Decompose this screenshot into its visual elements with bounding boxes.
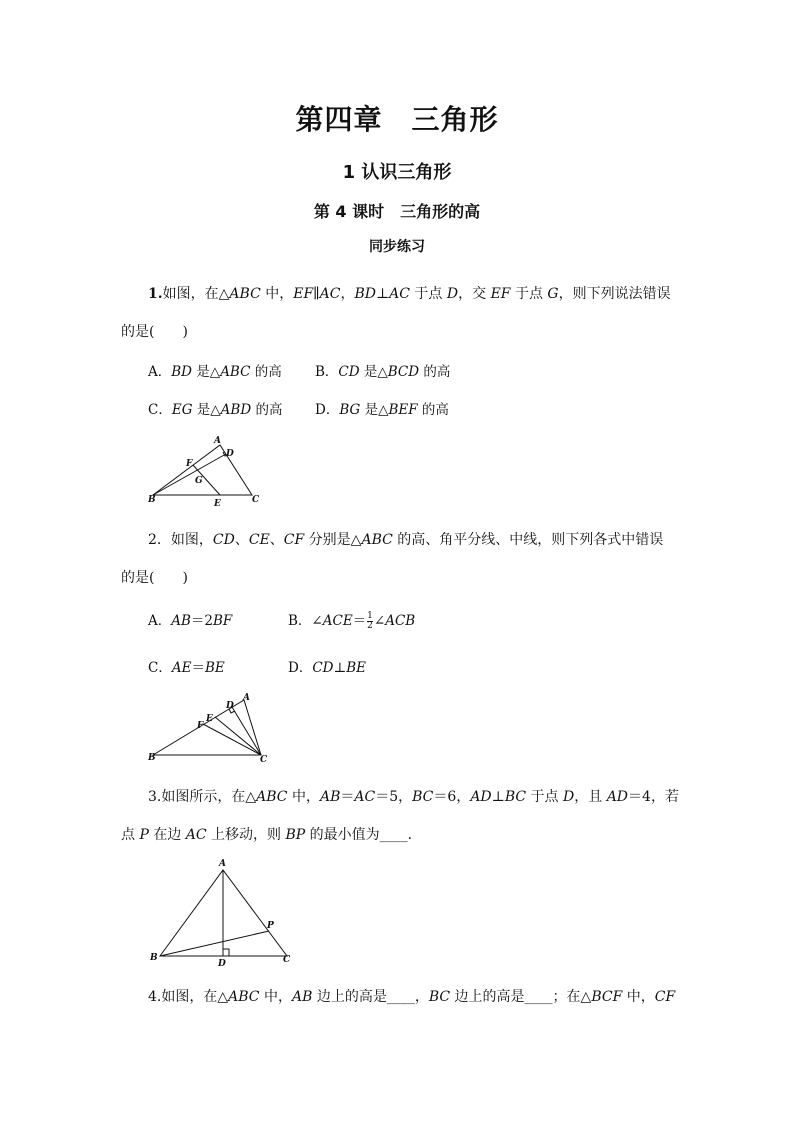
q1-label-b: B — [148, 495, 156, 505]
q2-option-a: A．AB＝2BF — [148, 613, 233, 629]
q1-triangle-figure — [140, 430, 280, 512]
q2-option-d: D．CD⊥BE — [288, 660, 366, 676]
q2-label-c: C — [260, 755, 268, 765]
q2-fraction-half: $\frac{1}{2}$ — [367, 611, 373, 631]
q2-label-d: D — [226, 701, 234, 711]
q2-median-cf — [203, 724, 261, 755]
q2-option-c: C．AE＝BE — [148, 660, 225, 676]
q1-label-f: F — [186, 459, 193, 469]
q2-label-f: F — [197, 721, 204, 731]
q2-bisector-ce — [215, 717, 261, 755]
q4-stem-line1: 4.如图，在△ABC 中，AB 边上的高是____，BC 边上的高是____；在△BCF 中，CF — [148, 989, 676, 1005]
q1-option-c: C．EG 是△ABD 的高 — [148, 402, 283, 418]
q1-stem-line1: 1.如图，在△ABC 中，EF∥AC，BD⊥AC 于点 D，交 EF 于点 G，则下列说法错误 — [148, 286, 671, 302]
q1-triangle-abc — [153, 445, 252, 495]
q2-label-b: B — [148, 753, 156, 763]
q3-segment-bp — [160, 931, 269, 956]
q1-label-g: G — [195, 476, 203, 486]
q2-option-b: B．∠ACE＝ $\frac{1}{2}$ ∠ACB — [288, 611, 416, 631]
q3-label-b: B — [150, 953, 158, 963]
lesson-title: 第 4 课时 三角形的高 — [313, 202, 481, 221]
q1-option-d: D．BG 是△BEF 的高 — [315, 402, 449, 418]
q2-label-e: E — [206, 714, 213, 724]
q2-label-a: A — [243, 693, 250, 703]
q3-triangle-figure — [140, 852, 310, 972]
q3-label-a: A — [219, 859, 226, 869]
q1-label-a: A — [214, 436, 221, 446]
q3-stem-line2: 点 P 在边 AC 上移动，则 BP 的最小值为____． — [121, 827, 422, 843]
chapter-title: 第四章 三角形 — [295, 103, 499, 136]
q2-triangle-figure — [140, 688, 280, 770]
q1-label-e: E — [214, 499, 221, 509]
q3-right-angle-mark — [223, 949, 229, 956]
q3-label-d: D — [218, 959, 226, 969]
q2-stem-line2: 的是( ) — [121, 570, 188, 586]
practice-title: 同步练习 — [369, 239, 425, 255]
section-title: 1 认识三角形 — [342, 162, 452, 183]
q1-option-b: B．CD 是△BCD 的高 — [315, 364, 451, 380]
q1-label-c: C — [252, 495, 260, 505]
q2-stem-line1: 2．如图，CD、CE、CF 分别是△ABC 的高、角平分线、中线，则下列各式中错误 — [148, 532, 664, 548]
q3-stem-line1: 3.如图所示，在△ABC 中，AB＝AC＝5，BC＝6，AD⊥BC 于点 D，且 AD＝4，若 — [148, 789, 679, 805]
q1-stem-line2: 的是( ) — [121, 324, 188, 340]
q3-label-p: P — [267, 921, 274, 931]
q3-label-c: C — [283, 955, 291, 965]
q1-option-a: A．BD 是△ABC 的高 — [148, 364, 282, 380]
q1-label-d: D — [226, 449, 234, 459]
